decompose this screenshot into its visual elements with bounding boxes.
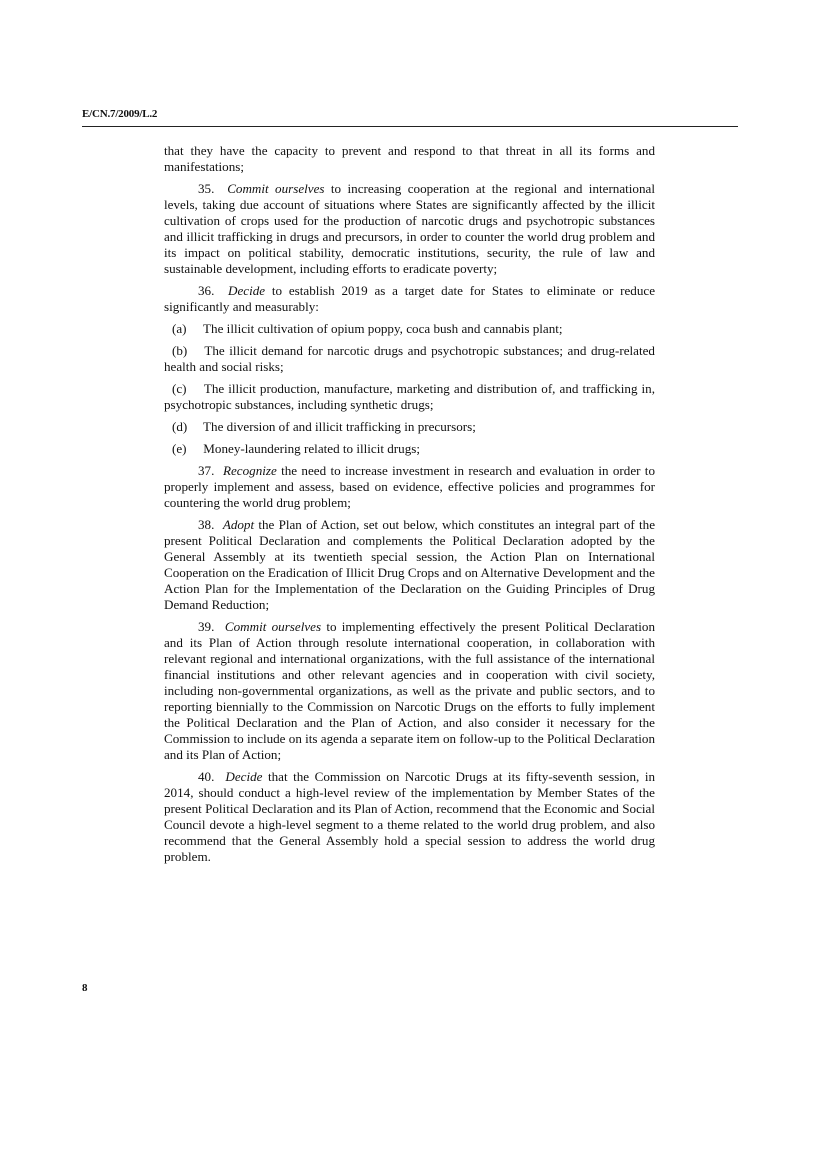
subitem-text: The illicit demand for narcotic drugs and psychotropic substances; and drug-related health and social risks; bbox=[164, 343, 655, 374]
operative-verb: Commit ourselves bbox=[227, 181, 325, 196]
subitem-c bbox=[164, 381, 655, 413]
subitem-a bbox=[164, 321, 655, 337]
subitem-text: The illicit production, manufacture, marketing and distribution of, and trafficking in, psychotropic substances, including synthetic drugs; bbox=[164, 381, 655, 412]
paragraph-text: to implementing effectively the present Political Declaration and its Plan of Action through resolute international cooperation, in collaboration with relevant regional and international organizations, with the full assistance of the international financial institutions and other relevant agencies and in cooperation with civil society, including non-governmental organizations, as well as the private and public sectors, and to reporting biennially to the Commission on Narcotic Drugs on the efforts to fully implement the Political Declaration and the Plan of Action, and also consider it necessary for the Commission to include on its agenda a separate item on follow-up to the Political Declaration and its Plan of Action; bbox=[164, 619, 656, 762]
operative-verb: Adopt bbox=[222, 517, 255, 532]
paragraph-number: 37. bbox=[198, 463, 215, 478]
paragraph-number: 36. bbox=[198, 283, 215, 298]
operative-verb: Commit ourselves bbox=[224, 619, 322, 634]
paragraph-35 bbox=[164, 181, 655, 277]
subitem-text: The diversion of and illicit trafficking in precursors; bbox=[203, 419, 476, 434]
operative-verb: Recognize bbox=[223, 463, 277, 478]
paragraph-number: 39. bbox=[198, 619, 215, 634]
paragraph-number: 35. bbox=[198, 181, 215, 196]
paragraph-text: the Plan of Action, set out below, which constitutes an integral part of the present Political Declaration and complements the Political Declaration adopted by the General Assembly at its twentieth special session, the Action Plan on International Cooperation on the Eradication of Illicit Drug Crops and on Alternative Development and the Action Plan for the Implementation of the Declaration on the Guiding Principles of Drug Demand Reduction; bbox=[164, 517, 656, 612]
subitem-e bbox=[164, 441, 655, 457]
subitem-d bbox=[164, 419, 655, 435]
subitem-label: (b) bbox=[172, 343, 188, 358]
continuation-text: that they have the capacity to prevent and respond to that threat in all its forms and manifestations; bbox=[164, 143, 655, 174]
subitem-label: (e) bbox=[172, 441, 187, 456]
subitem-label: (c) bbox=[172, 381, 187, 396]
operative-verb: Decide bbox=[225, 769, 263, 784]
document-symbol: E/CN.7/2009/L.2 bbox=[82, 108, 158, 120]
paragraph-37 bbox=[164, 463, 655, 511]
paragraph-36 bbox=[164, 283, 655, 315]
paragraph-text: to establish 2019 as a target date for States to eliminate or reduce significantly and measurably: bbox=[164, 283, 656, 314]
document-body bbox=[164, 143, 655, 871]
subitem-label: (a) bbox=[172, 321, 187, 336]
subitem-b bbox=[164, 343, 655, 375]
page-number: 8 bbox=[82, 982, 88, 994]
header-rule bbox=[82, 126, 738, 127]
paragraph-text: the need to increase investment in research and evaluation in order to properly implement and assess, based on evidence, effective policies and programmes for countering the world drug problem; bbox=[164, 463, 655, 510]
subitem-text: The illicit cultivation of opium poppy, coca bush and cannabis plant; bbox=[203, 321, 563, 336]
paragraph-38 bbox=[164, 517, 655, 613]
paragraph-number: 40. bbox=[198, 769, 215, 784]
paragraph-text: to increasing cooperation at the regional and international levels, taking due account of situations where States are significantly affected by the illicit cultivation of crops used for the production of narcotic drugs and psychotropic substances and illicit trafficking in drugs and precursors, in order to counter the world drug problem and its impact on political stability, democratic institutions, security, the rule of law and sustainable development, including efforts to eradicate poverty; bbox=[164, 181, 655, 276]
paragraph-number: 38. bbox=[198, 517, 215, 532]
paragraph-40 bbox=[164, 769, 655, 865]
paragraph-39 bbox=[164, 619, 655, 763]
operative-verb: Decide bbox=[227, 283, 266, 298]
subitem-label: (d) bbox=[172, 419, 188, 434]
paragraph-text: that the Commission on Narcotic Drugs at its fifty-seventh session, in 2014, should conduct a high-level review of the implementation by Member States of the present Political Declaration and its Plan of Action, recommend that the Economic and Social Council devote a high-level segment to a theme related to the world drug problem, and also recommend that the General Assembly hold a special session to address the world drug problem. bbox=[164, 769, 655, 864]
subitem-text: Money-laundering related to illicit drugs; bbox=[203, 441, 420, 456]
